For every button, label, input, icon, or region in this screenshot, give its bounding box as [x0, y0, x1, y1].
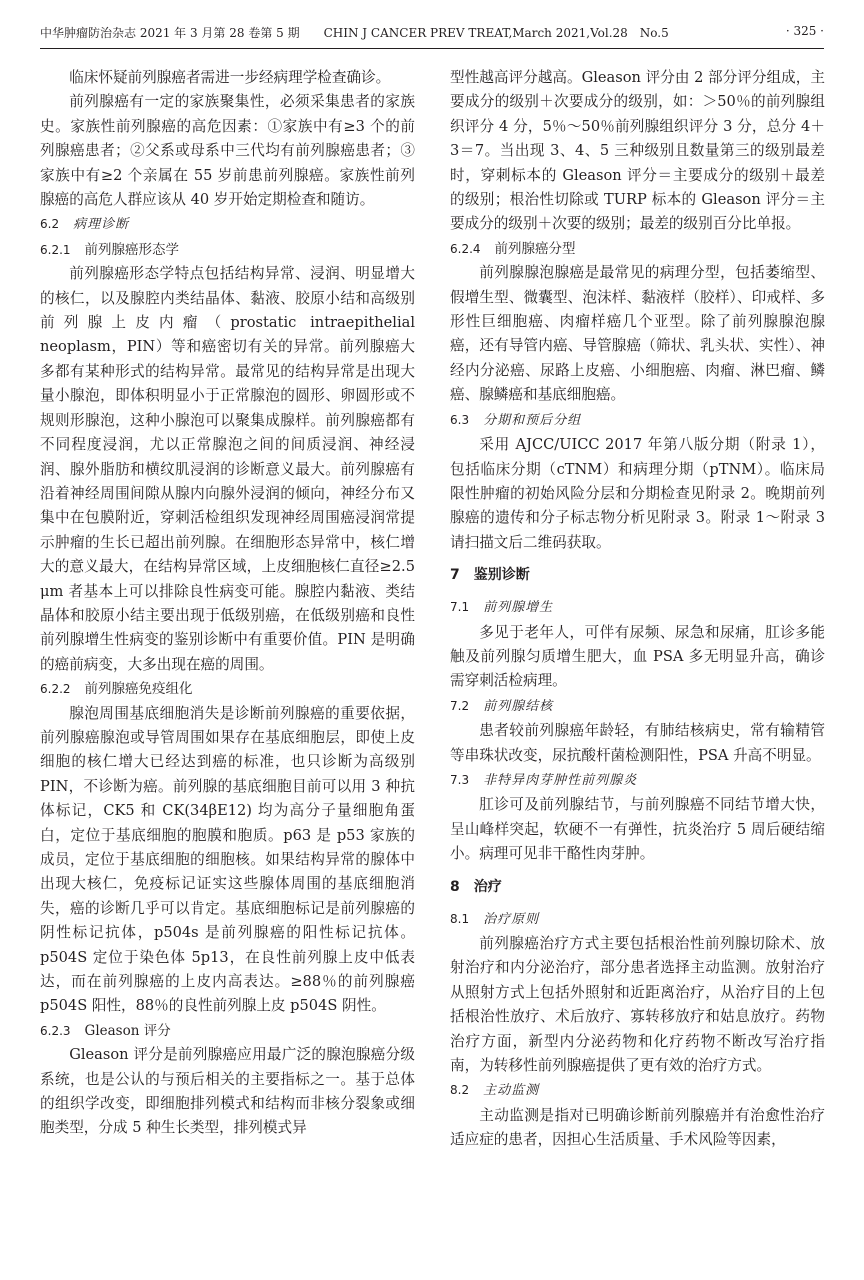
subsection-heading: [40, 238, 415, 262]
right-column: [450, 66, 825, 1153]
body-paragraph: 采用 AJCC/UICC 2017 年第八版分期（附录 1），包括临床分期（cTNM）和病理分期（pTNM）。临床局限性肿瘤的初始风险分层和分期检查见附录 2。晚期前列腺癌的遗传和分子标志物分析见附录 3。附录 1～附录 3 请扫描文后二维码获取。: [450, 436, 825, 551]
subsection-heading: [450, 1078, 825, 1103]
heading-text: 治疗: [473, 878, 502, 895]
body-paragraph: 型性越高评分越高。Gleason 评分由 2 部分评分组成，主要成分的级别＋次要成分的级别，如：＞50％的前列腺组织评分 4 分，5％～50％前列腺组织评分 3 分，总分 4＋3＝7。当出现 3、4、5 三种级别且数量第三的级别最差时，穿刺标本的 Gleason 评分＝主要成分的级别＋最差的级别；根治性切除或 TURP 标本的 Gleason 评分＝主要成分的级别＋次要的级别；最差的级别百分比单报。: [450, 69, 825, 233]
subsection-heading: [450, 907, 825, 932]
heading-text: 前列腺癌免疫组化: [84, 681, 193, 698]
heading-number: 8: [450, 878, 460, 895]
subsection-heading: [40, 1019, 415, 1043]
body-paragraph: 患者较前列腺癌年龄轻，有肺结核病史，常有输精管等串珠状改变，尿抗酸杆菌检测阳性，PSA 升高不明显。: [450, 722, 825, 764]
heading-number: 6.2.4: [450, 241, 481, 256]
heading-text: 鉴别诊断: [473, 567, 530, 584]
page-number: · 325 ·: [785, 24, 824, 38]
body-paragraph: 腺泡周围基底细胞消失是诊断前列腺癌的重要依据，前列腺癌腺泡或导管周围如果存在基底细胞层，即使上皮细胞的核仁增大已经达到癌的标准，也只诊断为高级别 PIN，不诊断为癌。前列腺的基底细胞目前可以用 3 种抗体标记，CK5 和 CK(34βE12) 均为高分子量细胞角蛋白，定位于基底细胞的胞膜和胞质。p63 是 p53 家族的成员，定位于基底细胞的细胞核。如果结构异常的腺体中出现大核仁，免疫标记证实这些腺体周围的基底细胞消失，癌的诊断几乎可以肯定。基底细胞标记是前列腺癌的阴性标记抗体，p504s 是前列腺癌的阳性标记抗体。p504S 定位于染色体 5p13，在良性前列腺上皮中低表达，而在前列腺癌的上皮内高表达。≥88％的前列腺癌 p504S 阳性，88％的良性前列腺上皮 p504S 阴性。: [40, 704, 415, 1015]
subsection-heading: [40, 212, 415, 237]
body-paragraph: 主动监测是指对已明确诊断前列腺癌并有治愈性治疗适应症的患者，因担心生活质量、手术风险等因素，: [450, 1106, 825, 1149]
heading-number: 6.2: [40, 217, 60, 232]
body-paragraph: 前列腺癌形态学特点包括结构异常、浸润、明显增大的核仁，以及腺腔内类结晶体、黏液、胶原小结和高级别前列腺上皮内瘤（prostatic intraepithelial neoplasm，PIN）等和癌密切有关的异常。前列腺癌大多都有某种形式的结构异常。最常见的结构异常是出现大量小腺泡，即体积明显小于正常腺泡的圆形、卵圆形或不规则形腺泡，这种小腺泡可以聚集成腺样。前列腺癌都有不同程度浸润，尤以正常腺泡之间的间质浸润、神经浸润、腺外脂肪和横纹肌浸润的诊断意义最大。前列腺癌有沿着神经周围间隙从腺内向腺外浸润的倾向，神经分布又集中在包膜附近，穿刺活检组织发现神经周围癌浸润常提示肿瘤的生长已超出前列腺。在细胞形态异常中，核仁增大的意义最大，在结构异常区域，上皮细胞核仁直径≥2.5 μm 者基本上可以排除良性病变可能。腺腔内黏液、类结晶体和胶原小结主要出现于低级别癌，在低级别癌和良性前列腺增生性病变的鉴别诊断中有重要价值。PIN 是明确的癌前病变，大多出现在癌的周围。: [40, 265, 415, 673]
journal-citation: 中华肿瘤防治杂志 2021 年 3 月第 28 卷第 5 期 CHIN J CANCER PREV TREAT,March 2021,Vol.28 No.5: [40, 26, 669, 40]
body-paragraph: 肛诊可及前列腺结节，与前列腺癌不同结节增大快，呈山峰样突起，软硬不一有弹性，抗炎治疗 5 周后硬结缩小。病理可见非干酪性肉芽肿。: [450, 796, 825, 863]
heading-number: 7.3: [450, 772, 470, 787]
subsection-heading: [450, 237, 825, 261]
section-heading: [450, 563, 825, 587]
running-header: [40, 20, 824, 49]
subsection-heading: [450, 408, 825, 433]
heading-text: 前列腺癌形态学: [84, 241, 180, 258]
subsection-heading: [40, 677, 415, 701]
heading-number: 7.1: [450, 600, 470, 615]
body-paragraph: 前列腺癌有一定的家族聚集性，必须采集患者的家族史。家族性前列腺癌的高危因素：①家族中有≥3 个的前列腺癌患者；②父系或母系中三代均有前列腺癌患者；③家族中有≥2 个亲属在 55 岁前患前列腺癌。家族性前列腺癌的高危人群应该从 40 岁开始定期检查和随访。: [40, 93, 415, 209]
heading-text: 非特异肉芽肿性前列腺炎: [483, 772, 638, 788]
heading-number: 7: [450, 567, 460, 584]
heading-number: 6.2.1: [40, 242, 71, 257]
heading-text: 前列腺增生: [483, 600, 554, 616]
heading-number: 6.3: [450, 412, 470, 427]
subsection-heading: [450, 595, 825, 620]
subsection-heading: [450, 768, 825, 793]
section-heading: [450, 875, 825, 899]
heading-text: 前列腺癌分型: [494, 240, 576, 257]
heading-text: 病理诊断: [73, 217, 130, 233]
body-paragraph: Gleason 评分是前列腺癌应用最广泛的腺泡腺癌分级系统，也是公认的与预后相关的主要指标之一。基于总体的组织学改变，即细胞排列模式和结构而非核分裂象或细胞类型，分成 5 种生长类型，排列模式异: [40, 1046, 415, 1137]
body-paragraph: 临床怀疑前列腺癌者需进一步经病理学检查确诊。: [69, 69, 391, 86]
heading-text: Gleason 评分: [84, 1022, 171, 1039]
heading-number: 6.2.3: [40, 1023, 71, 1038]
heading-number: 7.2: [450, 698, 470, 713]
body-paragraph: 前列腺腺泡腺癌是最常见的病理分型，包括萎缩型、假增生型、微囊型、泡沫样、黏液样（胶样）、印戒样、多形性巨细胞癌、肉瘤样癌几个亚型。除了前列腺腺泡腺癌，还有导管内癌、导管腺癌（筛状、乳头状、实性）、神经内分泌癌、尿路上皮癌、小细胞癌、肉瘤、淋巴瘤、鳞癌、腺鳞癌和基底细胞癌。: [450, 264, 825, 404]
heading-number: 8.1: [450, 911, 470, 926]
heading-text: 分期和预后分组: [483, 412, 582, 428]
heading-number: 8.2: [450, 1083, 470, 1098]
body-paragraph: 多见于老年人，可伴有尿频、尿急和尿痛，肛诊多能触及前列腺匀质增生肥大，血 PSA 多无明显升高，确诊需穿刺活检病理。: [450, 623, 825, 690]
heading-number: 6.2.2: [40, 682, 71, 697]
heading-text: 前列腺结核: [483, 698, 554, 714]
left-column: [40, 66, 415, 1141]
body-paragraph: 前列腺癌治疗方式主要包括根治性前列腺切除术、放射治疗和内分泌治疗，部分患者选择主动监测。放射治疗从照射方式上包括外照射和近距离治疗，从治疗目的上包括根治性放疗、术后放疗、寡转移放疗和姑息放疗。药物治疗方面，新型内分泌药物和化疗药物不断改写治疗指南，为转移性前列腺癌提供了更有效的治疗方式。: [450, 935, 825, 1075]
heading-text: 治疗原则: [483, 911, 540, 927]
heading-text: 主动监测: [483, 1083, 540, 1099]
subsection-heading: [450, 694, 825, 719]
